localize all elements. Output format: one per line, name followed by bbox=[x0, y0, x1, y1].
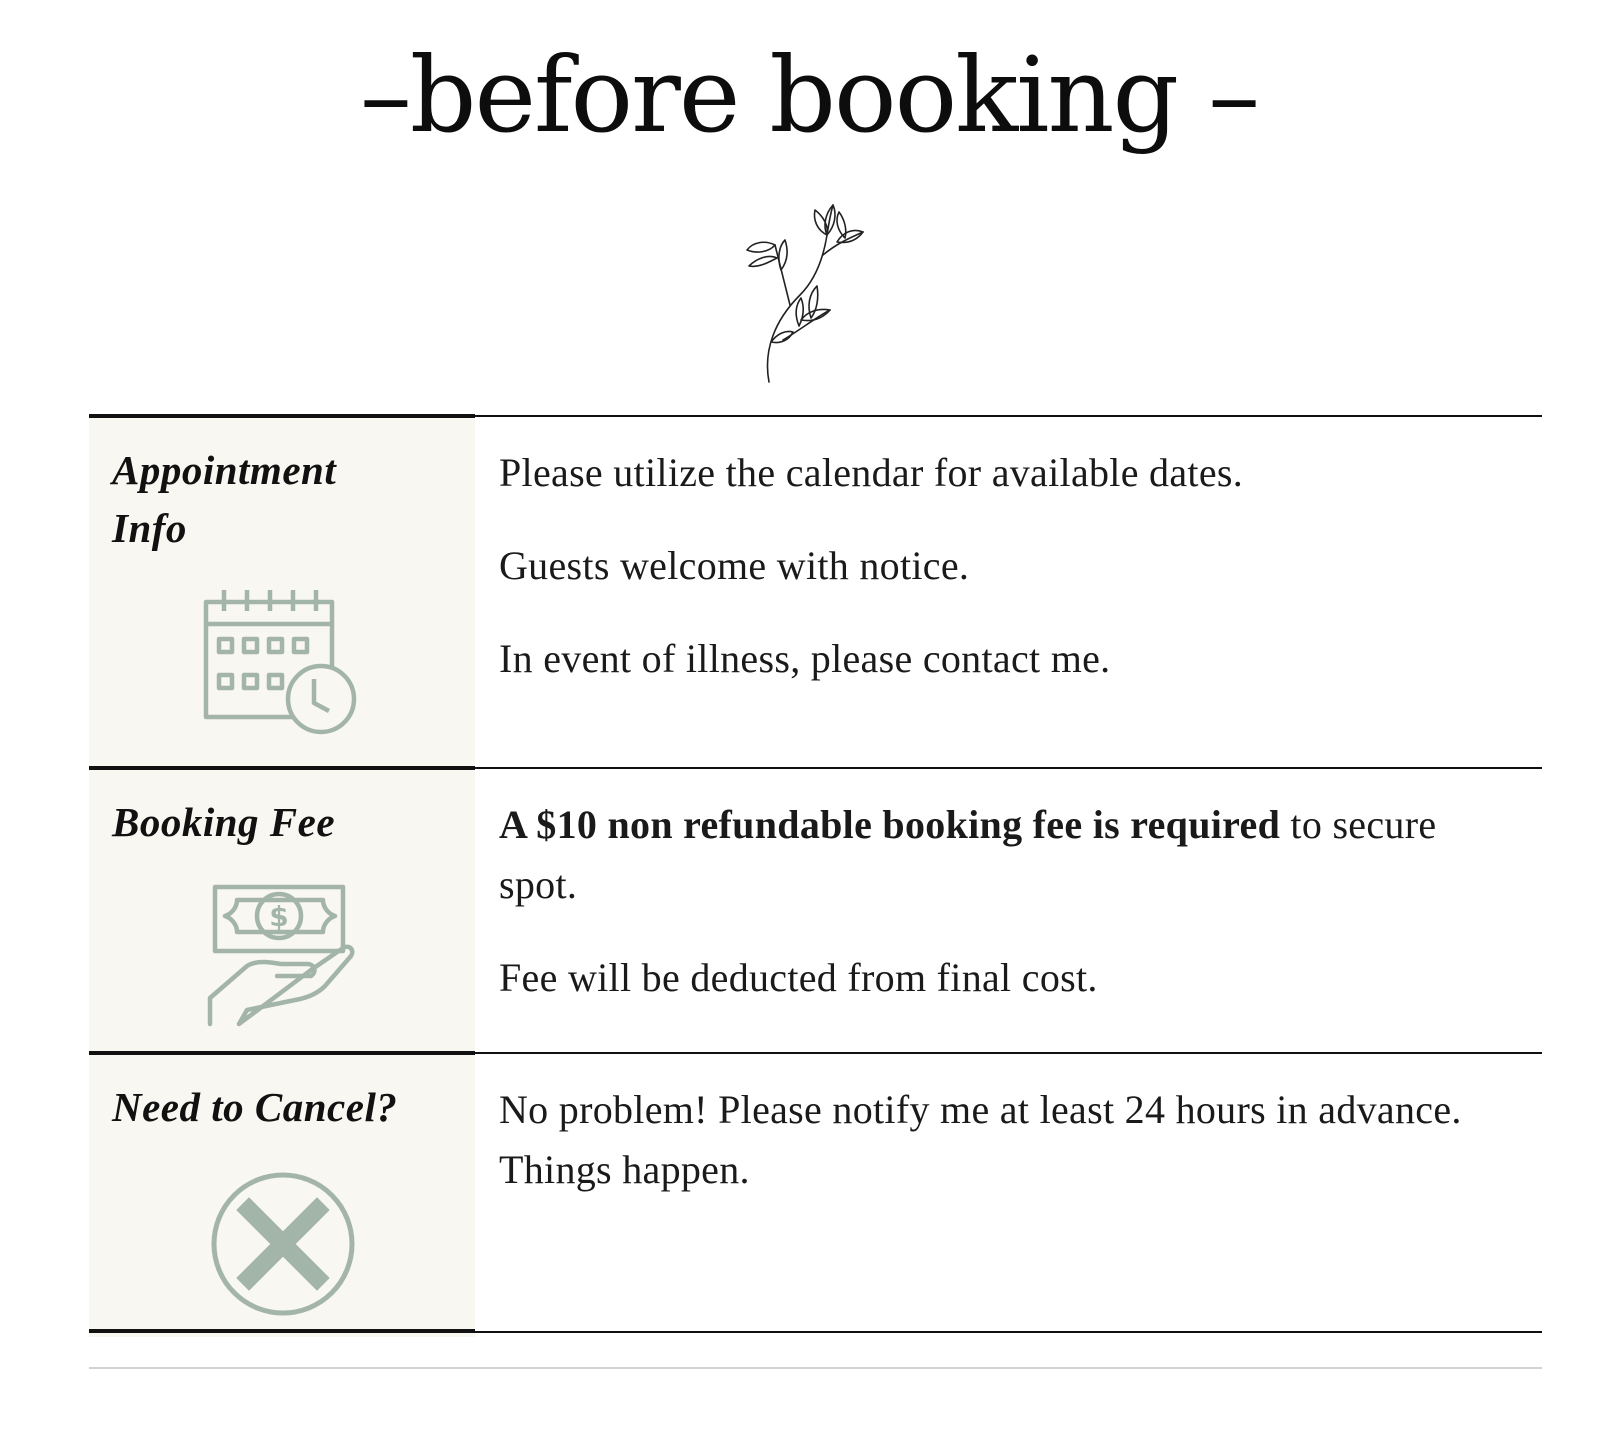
booking-fee-rest: to secure spot. bbox=[499, 802, 1437, 907]
cancel-content bbox=[475, 1054, 1542, 1337]
appointment-info-row bbox=[89, 415, 1542, 767]
hand-money-icon bbox=[207, 882, 357, 1030]
appointment-info-paragraph: Please utilize the calendar for available dates. bbox=[499, 450, 1244, 495]
booking-fee-label-cell bbox=[89, 769, 475, 1052]
booking-fee-row bbox=[89, 767, 1542, 1052]
booking-fee-bold-lead: A $10 non refundable booking fee is required bbox=[499, 802, 1281, 847]
sprig-decoration-icon bbox=[745, 200, 885, 385]
info-table bbox=[89, 415, 1542, 1337]
booking-fee-paragraph: Fee will be deducted from final cost. bbox=[499, 955, 1098, 1000]
appointment-info-content bbox=[475, 417, 1542, 767]
footer-divider bbox=[89, 1367, 1542, 1369]
booking-fee-main-paragraph bbox=[499, 795, 1502, 915]
appointment-info-label: Appointment Info bbox=[112, 447, 337, 551]
booking-fee-label: Booking Fee bbox=[112, 799, 336, 845]
title-wrapper bbox=[0, 34, 1618, 156]
cancel-row bbox=[89, 1052, 1542, 1337]
booking-fee-content bbox=[475, 769, 1542, 1052]
cancel-x-icon bbox=[208, 1169, 358, 1319]
cancel-paragraph: No problem! Please notify me at least 24 hours in advance. Things happen. bbox=[499, 1087, 1462, 1192]
cancel-label: Need to Cancel? bbox=[112, 1084, 398, 1130]
appointment-info-paragraph: Guests welcome with notice. bbox=[499, 543, 970, 588]
table-bottom-rule bbox=[89, 1331, 1542, 1333]
svg-text:$: $ bbox=[269, 900, 289, 933]
appointment-info-label-cell bbox=[89, 417, 475, 767]
appointment-info-paragraph: In event of illness, please contact me. bbox=[499, 636, 1111, 681]
calendar-clock-icon bbox=[201, 587, 366, 742]
page-title: –before booking – bbox=[359, 34, 1259, 156]
cancel-label-cell bbox=[89, 1054, 475, 1337]
